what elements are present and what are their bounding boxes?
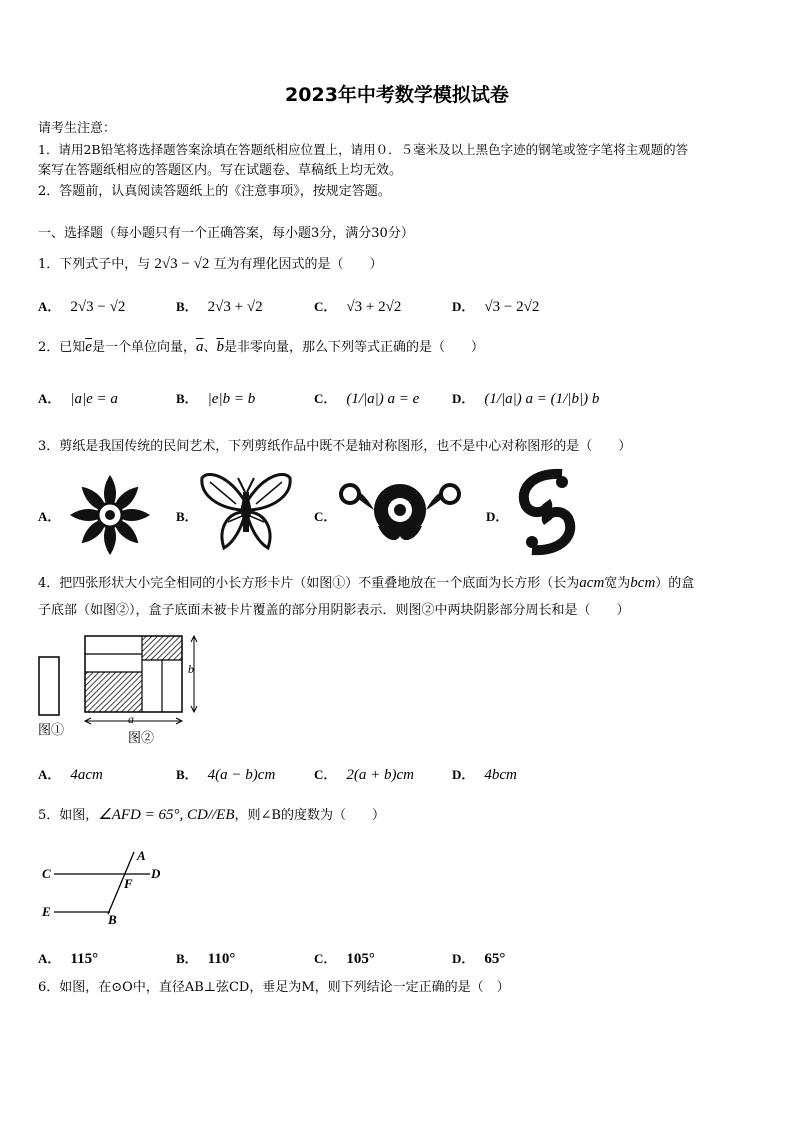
q5-option-c[interactable]: C． 105° — [314, 951, 375, 967]
q3-option-d[interactable]: D． — [486, 509, 509, 524]
section-heading: 一、选择题（每小题只有一个正确答案，每小题3分，满分30分） — [38, 226, 414, 241]
vector-e: $\overline{e}$ — [85, 339, 92, 355]
question-1 — [38, 255, 383, 274]
q1-expression: 2√3 − √2 — [154, 256, 210, 272]
label-acm: acm — [579, 575, 605, 591]
q1-option-b[interactable]: B． 2√3 + √2 — [176, 299, 263, 315]
papercut-flower-image — [62, 470, 158, 560]
q2-option-b[interactable]: B． |e|b = b — [176, 391, 256, 407]
point-label-a: A — [137, 848, 146, 863]
q2-option-a[interactable]: A． |a|e = a — [38, 391, 118, 407]
point-label-d: D — [151, 866, 161, 881]
q1-suffix: 互为有理化因式的是（ ） — [213, 257, 383, 272]
q1-option-a[interactable]: A． 2√3 − √2 — [38, 299, 126, 315]
notice-heading: 请考生注意： — [38, 121, 117, 136]
figure-2-label-a: a — [128, 712, 134, 726]
page-title: 2023年中考数学模拟试卷 — [285, 84, 509, 106]
q1-option-d[interactable]: D． √3 − 2√2 — [452, 299, 540, 315]
notice-line-2: 2．答题前，认真阅读答题纸上的《注意事项》，按规定答题。 — [38, 184, 391, 199]
q4-option-d[interactable]: D． 4bcm — [452, 767, 517, 783]
vector-a: $\overline{a}$ — [195, 339, 204, 355]
point-label-b: B — [108, 912, 117, 927]
vector-b: $\overline{b}$ — [216, 339, 224, 355]
q2-option-d[interactable]: D． (1/|a|) a = (1/|b|) b — [452, 391, 600, 407]
question-6: 6．如图，在⊙O中，直径AB⊥弦CD，垂足为M，则下列结论一定正确的是（ ） — [38, 980, 510, 995]
q5-parallel-lines-figure — [38, 846, 168, 930]
figure-2-label-b: b — [188, 662, 194, 676]
q5-option-b[interactable]: B． 110° — [176, 951, 236, 967]
q4-figure-2 — [82, 632, 204, 732]
q5-option-d[interactable]: D． 65° — [452, 951, 506, 967]
question-4-line-1: 4．把四张形状大小完全相同的小长方形卡片（如图①）不重叠地放在一个底面为长方形（长为acm宽为bcm）的盒 — [38, 575, 695, 591]
question-5: 5．如图，∠AFD = 65°, CD//EB，则∠B的度数为（ ） — [38, 807, 385, 823]
q3-option-c[interactable]: C． — [314, 509, 337, 524]
q2-option-c[interactable]: C． (1/|a|) a = e — [314, 391, 420, 407]
q3-option-a[interactable]: A． — [38, 509, 61, 524]
label-bcm: bcm — [630, 575, 656, 591]
q4-option-c[interactable]: C． 2(a + b)cm — [314, 767, 414, 783]
q5-expression: ∠AFD = 65°, CD//EB — [98, 807, 235, 823]
papercut-swirl-image — [512, 468, 582, 556]
question-4-line-2: 子底部（如图②），盒子底面未被卡片覆盖的部分用阴影表示．则图②中两块阴影部分周长和是（ ） — [38, 603, 630, 618]
papercut-butterfly-image — [198, 470, 294, 552]
q5-option-a[interactable]: A． 115° — [38, 951, 99, 967]
papercut-ornament-image — [338, 474, 462, 546]
q4-option-b[interactable]: B． 4(a − b)cm — [176, 767, 276, 783]
figure-1-label: 图① — [38, 723, 65, 738]
point-label-e: E — [42, 904, 51, 919]
q1-option-c[interactable]: C． √3 + 2√2 — [314, 299, 402, 315]
notice-line-1a: 1．请用2B铅笔将选择题答案涂填在答题纸相应位置上，请用０．５毫米及以上黑色字迹的钢笔或签字笔将主观题的答 — [38, 142, 689, 157]
q1-prefix: 1．下列式子中，与 — [38, 257, 151, 272]
question-3: 3．剪纸是我国传统的民间艺术，下列剪纸作品中既不是轴对称图形，也不是中心对称图形的是（ ） — [38, 439, 632, 454]
notice-line-1b: 案写在答题纸相应的答题区内。写在试题卷、草稿纸上均无效。 — [38, 163, 403, 178]
point-label-c: C — [42, 866, 51, 881]
q4-option-a[interactable]: A． 4acm — [38, 767, 103, 783]
q4-figure-1 — [38, 656, 62, 718]
point-label-f: F — [124, 876, 133, 891]
question-2: 2．已知$\overline{e}$是一个单位向量，$\overline{a}$、$\overline{b}$是非零向量，那么下列等式正确的是（ ） — [38, 339, 484, 355]
figure-2-label: 图② — [128, 731, 155, 746]
q3-option-b[interactable]: B． — [176, 509, 198, 524]
